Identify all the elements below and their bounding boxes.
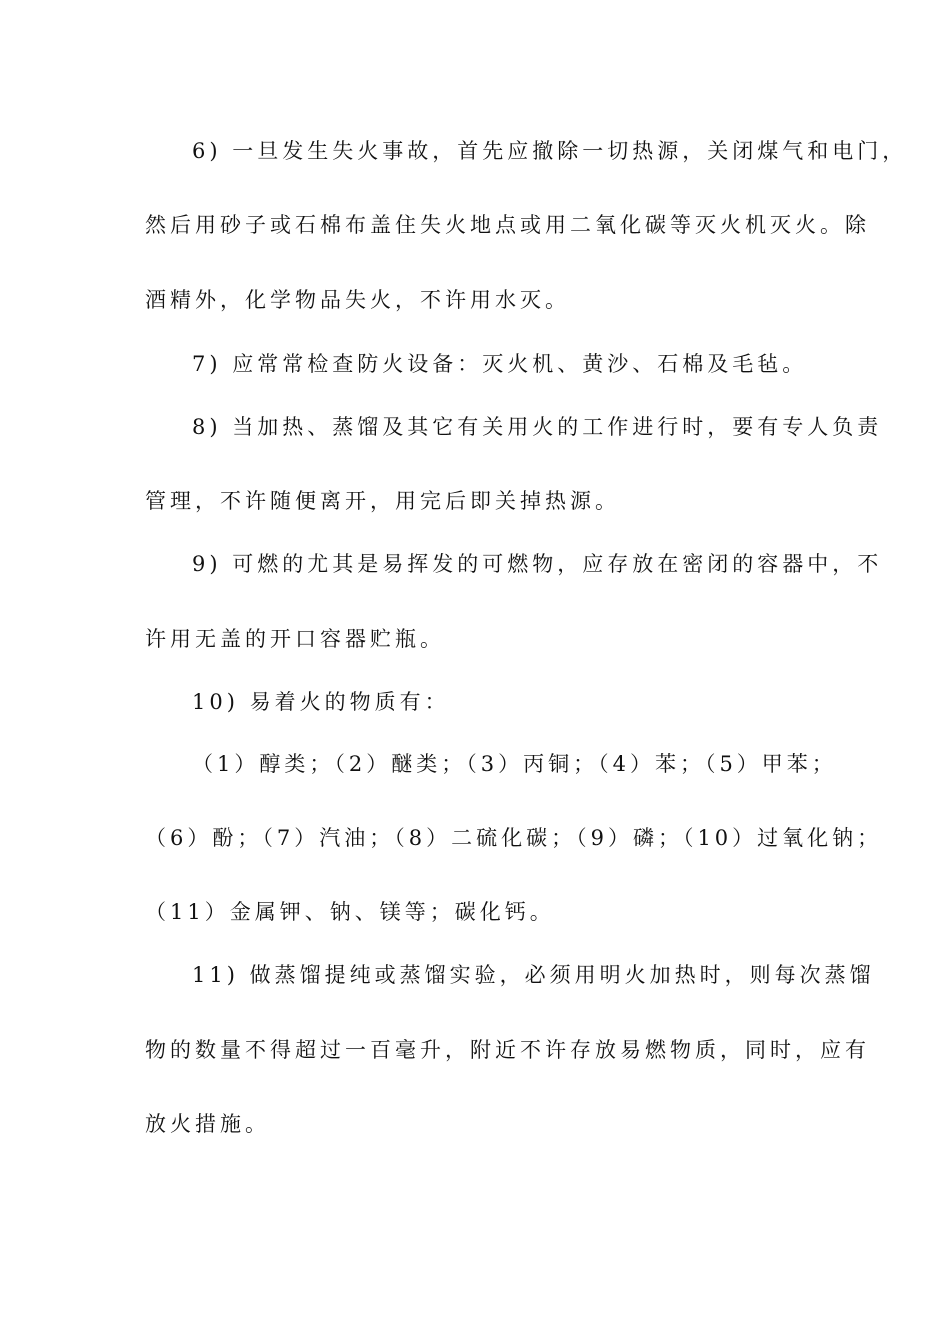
paragraph-6-line-1: 6) 一旦发生失火事故，首先应撤除一切热源，关闭煤气和电门， [192,139,908,163]
paragraph-9-line-1: 9) 可燃的尤其是易挥发的可燃物，应存放在密闭的容器中，不 [192,552,883,576]
flammables-list-line-2: （6）酚；（7）汽油；（8）二硫化碳；（9）磷；（10）过氧化钠； [145,826,883,850]
flammables-list-line-1: （1）醇类；（2）醚类；（3）丙铜；（4）苯；（5）甲苯； [192,752,837,776]
paragraph-8-line-1: 8) 当加热、蒸馏及其它有关用火的工作进行时，要有专人负责 [192,415,883,439]
paragraph-6-line-2: 然后用砂子或石棉布盖住失火地点或用二氧化碳等灭火机灭火。除 [145,213,870,237]
paragraph-8-line-2: 管理，不许随便离开，用完后即关掉热源。 [145,489,620,513]
paragraph-11-line-3: 放火措施。 [145,1112,270,1136]
paragraph-6-line-3: 酒精外，化学物品失火，不许用水灭。 [145,288,570,312]
paragraph-11-line-1: 11) 做蒸馏提纯或蒸馏实验，必须用明火加热时，则每次蒸馏 [192,963,875,987]
paragraph-10-heading: 10) 易着火的物质有： [192,690,450,714]
paragraph-7: 7) 应常常检查防火设备：灭火机、黄沙、石棉及毛毡。 [192,352,808,376]
flammables-list-line-3: （11）金属钾、钠、镁等；碳化钙。 [145,900,555,924]
paragraph-9-line-2: 许用无盖的开口容器贮瓶。 [145,627,445,651]
paragraph-11-line-2: 物的数量不得超过一百毫升，附近不许存放易燃物质，同时，应有 [145,1038,870,1062]
